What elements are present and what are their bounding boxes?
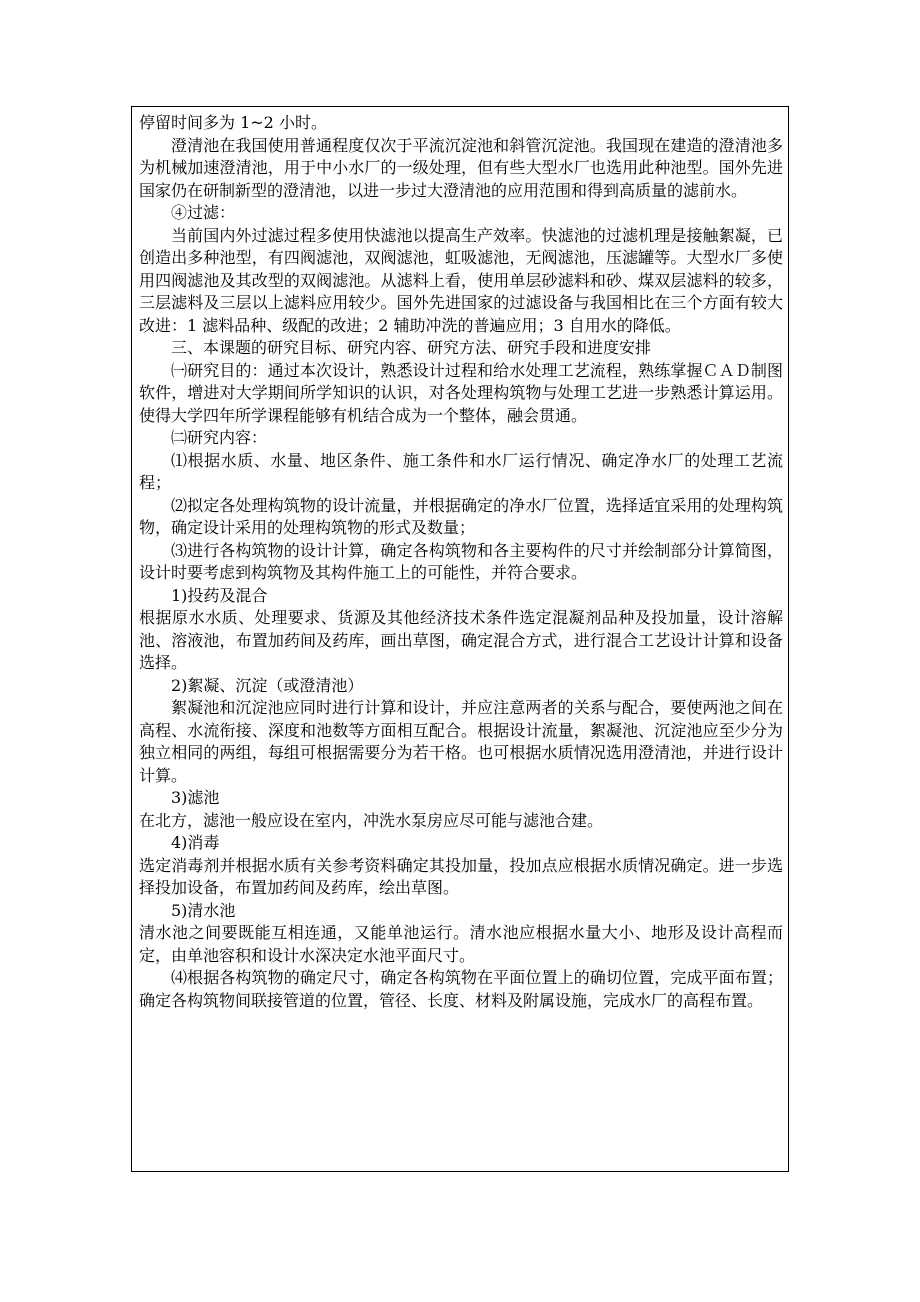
subsection-heading: ㈡研究内容： <box>171 428 268 447</box>
item-heading: 5)清水池 <box>171 900 236 920</box>
table-cell-frame <box>131 106 789 1172</box>
paragraph: 根据原水水质、处理要求、货源及其他经济技术条件选定混凝剂品种及投加量，设计溶解池、溶液池，布置加药间及药库，画出草图，确定混合方式，进行混合工艺设计计算和设备选择。 <box>139 608 783 672</box>
section-heading: 三、本课题的研究目标、研究内容、研究方法、研究手段和进度安排 <box>171 338 652 357</box>
paragraph: ㈠研究目的：通过本次设计，熟悉设计过程和给水处理工艺流程，熟练掌握ＣＡＤ制图软件，增进对大学期间所学知识的认识，对各处理构筑物与处理工艺进一步熟悉计算运用。使得大学四年所学课程能够有机结合成为一个整体，融会贯通。 <box>139 360 783 425</box>
section-heading-filtration: ④过滤： <box>171 203 236 222</box>
list-item: ⑵拟定各处理构筑物的设计流量，并根据确定的净水厂位置，选择适宜采用的处理构筑物，确定设计采用的处理构筑物的形式及数量； <box>139 495 783 537</box>
item-heading: 2)絮凝、沉淀（或澄清池） <box>171 675 364 695</box>
list-item: ⑷根据各构筑物的确定尺寸，确定各构筑物在平面位置上的确切位置，完成平面布置；确定各构筑物间联接管道的位置，管径、长度、材料及附属设施，完成水厂的高程布置。 <box>139 968 783 1010</box>
paragraph: 当前国内外过滤过程多使用快滤池以提高生产效率。快滤池的过滤机理是接触絮凝，已创造出多种池型，有四阀滤池，双阀滤池，虹吸滤池，无阀滤池，压滤罐等。大型水厂多使用四阀滤池及其改型的双阀滤池。从滤料上看，使用单层砂滤料和砂、煤双层滤料的较多，三层滤料及三层以上滤料应用较少。国外先进国家的过滤设备与我国相比在三个方面有较大改进：1 滤料品种、级配的改进；2 辅助冲洗的普遍应用；3 自用水的降低。 <box>139 225 783 335</box>
paragraph: 絮凝池和沉淀池应同时进行计算和设计，并应注意两者的关系与配合，要使两池之间在高程、水流衔接、深度和池数等方面相互配合。根据设计流量，絮凝池、沉淀池应至少分为独立相同的两组，每组可根据需要分为若干格。也可根据水质情况选用澄清池，并进行设计计算。 <box>139 698 783 785</box>
item-heading: 4)消毒 <box>171 833 220 852</box>
paragraph: 澄清池在我国使用普通程度仅次于平流沉淀池和斜管沉淀池。我国现在建造的澄清池多为机械加速澄清池，用于中小水厂的一级处理，但有些大型水厂也选用此种池型。国外先进国家仍在研制新型的澄清池，以进一步过大澄清池的应用范围和得到高质量的滤前水。 <box>139 135 783 200</box>
list-item: ⑶进行各构筑物的设计计算，确定各构筑物和各主要构件的尺寸并绘制部分计算简图，设计时要考虑到构筑物及其构件施工上的可能性，并符合要求。 <box>139 540 783 582</box>
paragraph: 清水池之间要既能互相连通，又能单池运行。清水池应根据水量大小、地形及设计高程而定，由单池容积和设计水深决定水池平面尺寸。 <box>139 923 783 965</box>
item-heading: 3)滤池 <box>171 788 220 807</box>
paragraph: 选定消毒剂并根据水质有关参考资料确定其投加量，投加点应根据水质情况确定。进一步选择投加设备，布置加药间及药库，绘出草图。 <box>139 855 783 897</box>
paragraph: 在北方，滤池一般应设在室内，冲洗水泵房应尽可能与滤池合建。 <box>139 810 604 830</box>
paragraph: 停留时间多为 1~2 小时。 <box>139 113 327 132</box>
list-item: ⑴根据水质、水量、地区条件、施工条件和水厂运行情况、确定净水厂的处理工艺流程； <box>139 450 783 492</box>
document-body <box>139 112 783 1012</box>
item-heading: 1)投药及混合 <box>171 585 268 605</box>
